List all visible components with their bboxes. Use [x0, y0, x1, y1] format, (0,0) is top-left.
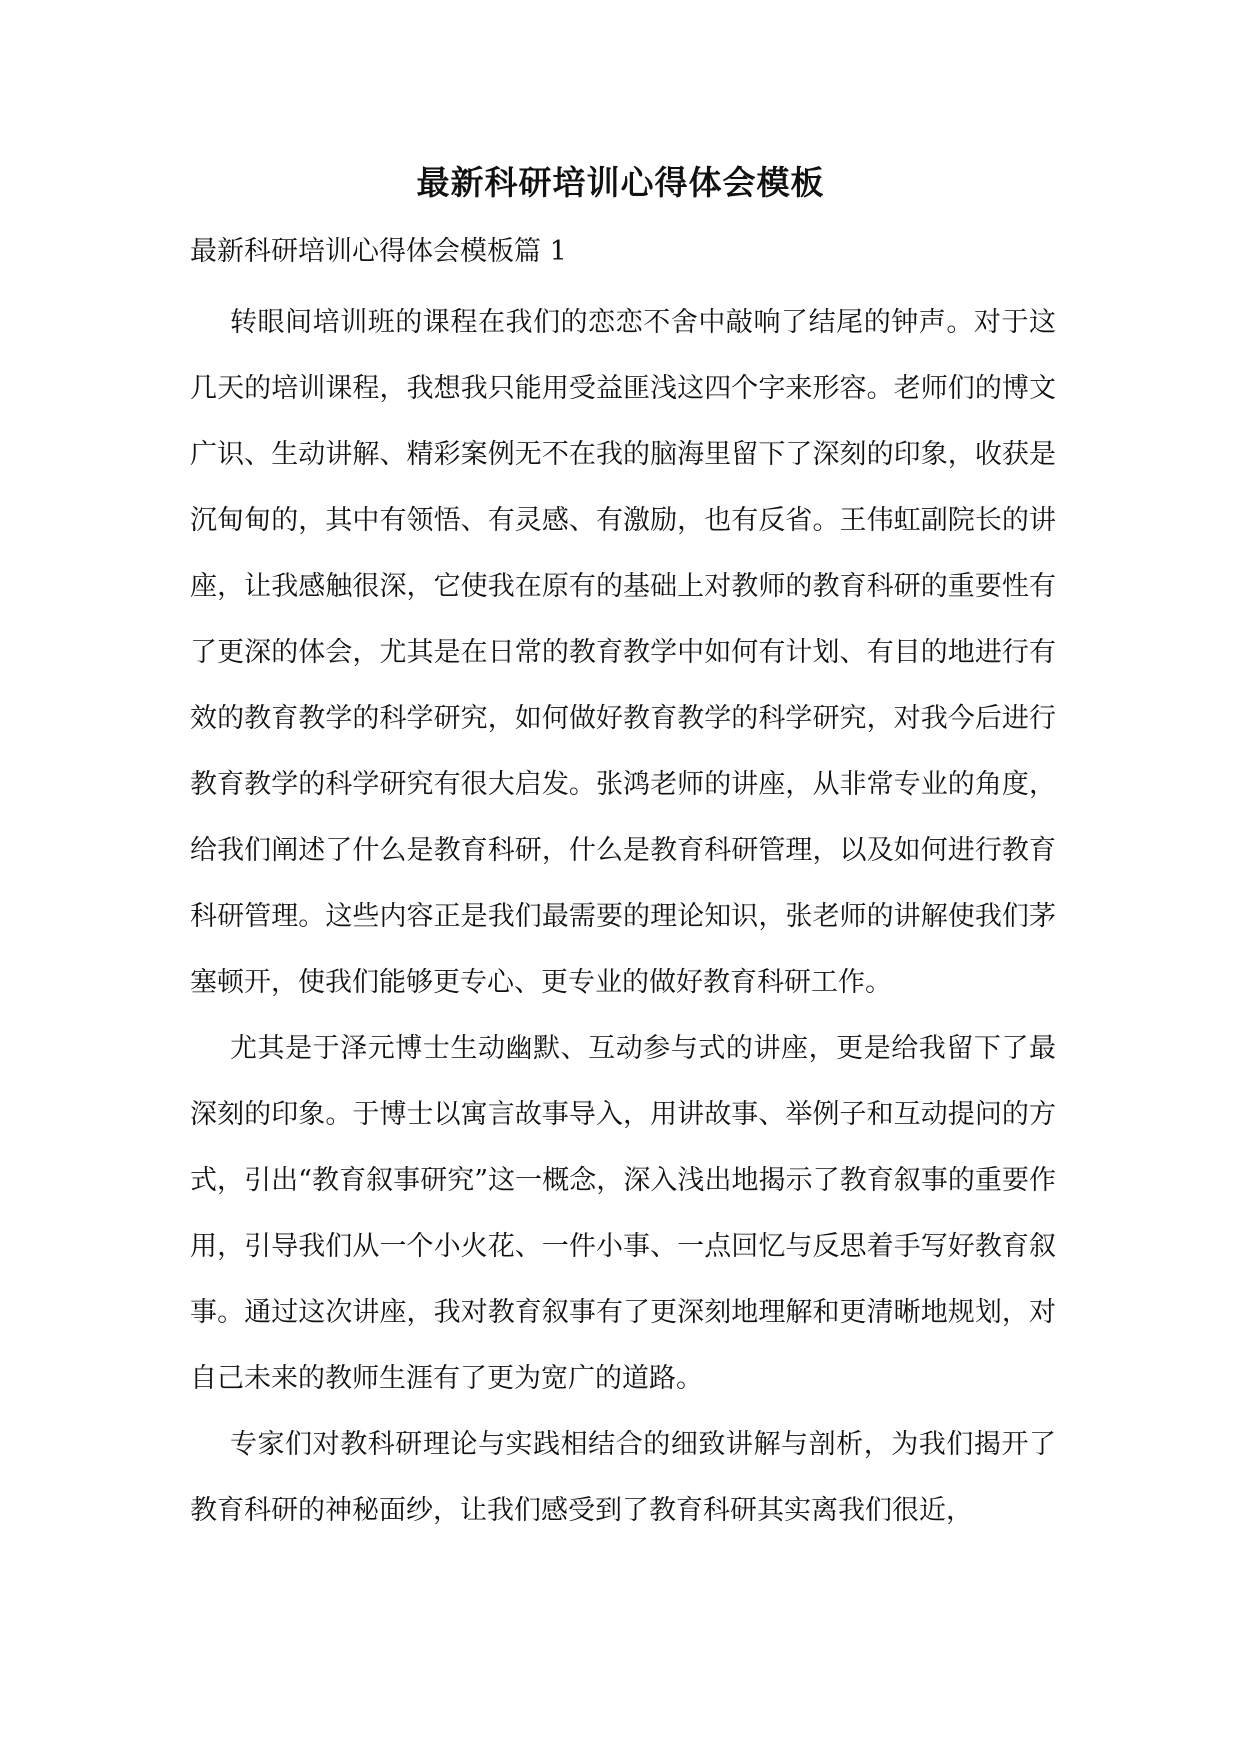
document-body	[190, 290, 1056, 1544]
section-heading: 最新科研培训心得体会模板篇 1	[190, 236, 567, 267]
paragraph-1: 转眼间培训班的课程在我们的恋恋不舍中敲响了结尾的钟声。对于这几天的培训课程，我想我只能用受益匪浅这四个字来形容。老师们的博文广识、生动讲解、精彩案例无不在我的脑海里留下了深刻的印象，收获是沉甸甸的，其中有领悟、有灵感、有激励，也有反省。王伟虹副院长的讲座，让我感触很深，它使我在原有的基础上对教师的教育科研的重要性有了更深的体会，尤其是在日常的教育教学中如何有计划、有目的地进行有效的教育教学的科学研究，如何做好教育教学的科学研究，对我今后进行教育教学的科学研究有很大启发。张鸿老师的讲座，从非常专业的角度，给我们阐述了什么是教育科研，什么是教育科研管理，以及如何进行教育科研管理。这些内容正是我们最需要的理论知识，张老师的讲解使我们茅塞顿开，使我们能够更专心、更专业的做好教育科研工作。	[190, 307, 1056, 998]
document-title: 最新科研培训心得体会模板	[416, 163, 825, 202]
paragraph-2: 尤其是于泽元博士生动幽默、互动参与式的讲座，更是给我留下了最深刻的印象。于博士以寓言故事导入，用讲故事、举例子和互动提问的方式，引出“教育叙事研究”这一概念，深入浅出地揭示了教育叙事的重要作用，引导我们从一个小火花、一件小事、一点回忆与反思着手写好教育叙事。通过这次讲座，我对教育叙事有了更深刻地理解和更清晰地规划，对自己未来的教师生涯有了更为宽广的道路。	[190, 1033, 1056, 1394]
paragraph-3: 专家们对教科研理论与实践相结合的细致讲解与剖析，为我们揭开了教育科研的神秘面纱，让我们感受到了教育科研其实离我们很近，	[190, 1429, 1056, 1526]
